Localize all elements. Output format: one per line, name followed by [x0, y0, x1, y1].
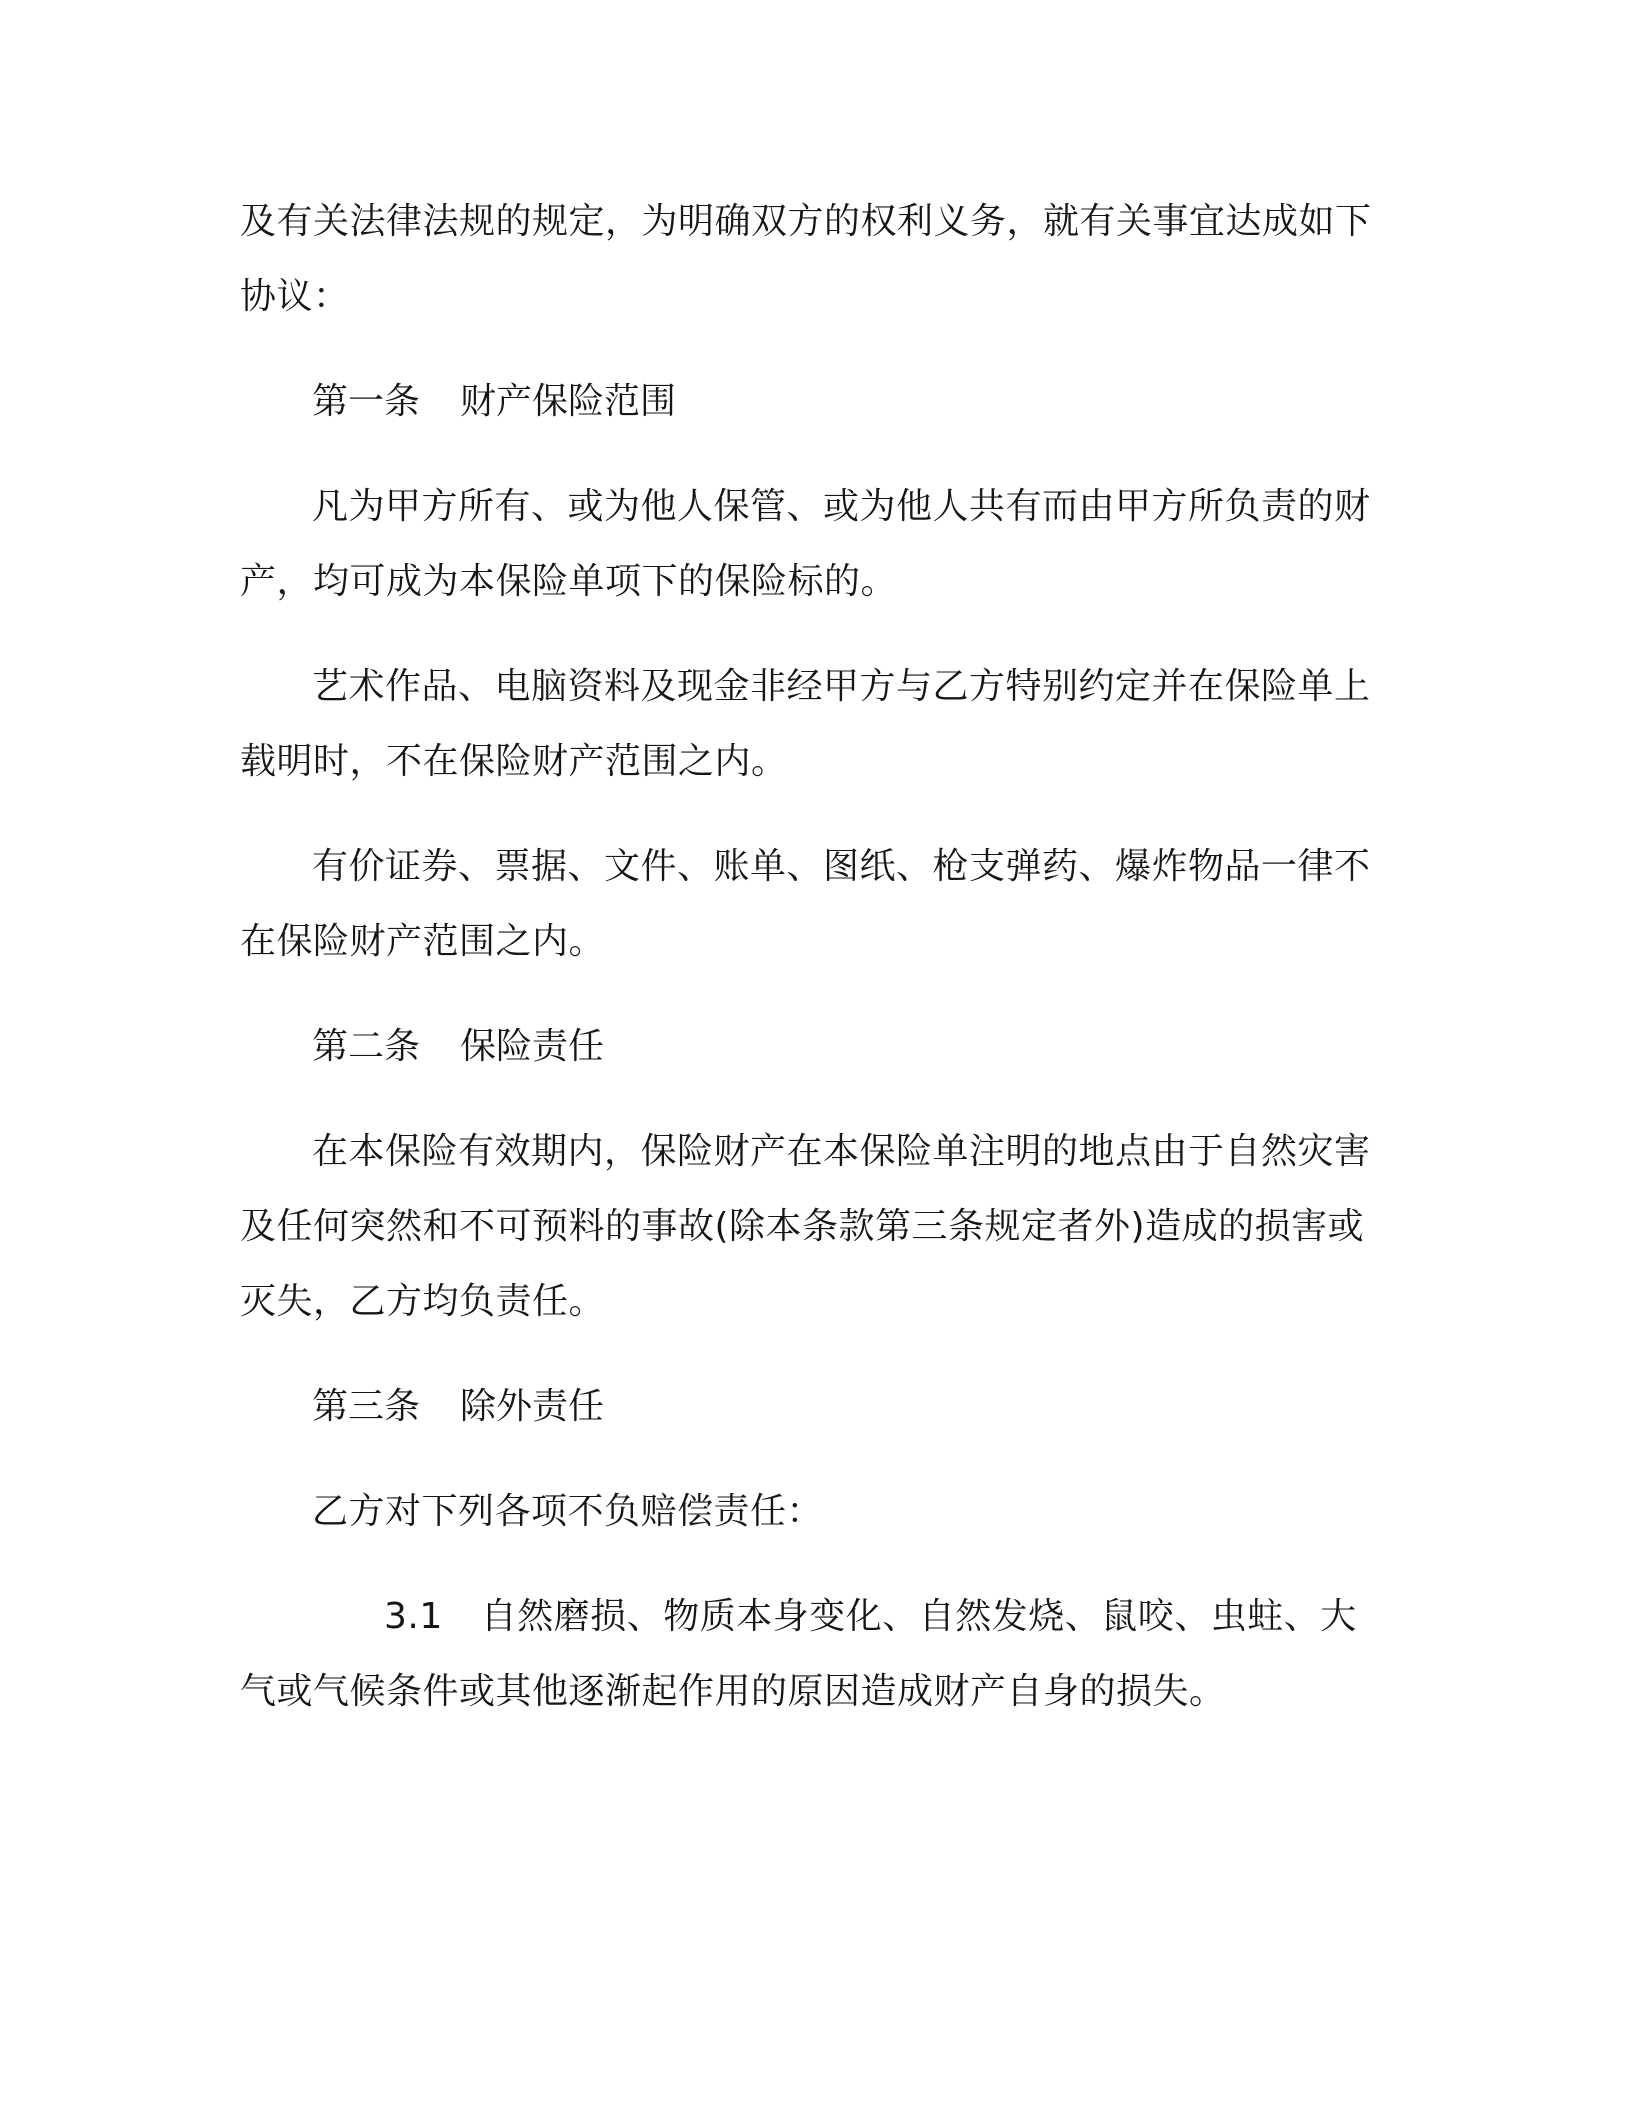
article-1-paragraph-1: 凡为甲方所有、或为他人保管、或为他人共有而由甲方所负责的财产，均可成为本保险单项下的保险标的。	[240, 486, 1371, 602]
article-3-item-1-number: 3.1	[384, 1596, 443, 1637]
article-2-heading	[240, 1009, 1390, 1084]
intro-paragraph: 及有关法律法规的规定，为明确双方的权利义务，就有关事宜达成如下协议：	[240, 201, 1372, 317]
article-1-title: 财产保险范围	[460, 381, 677, 422]
article-1-heading	[240, 364, 1390, 439]
article-3-item-1-text: 自然磨损、物质本身变化、自然发烧、鼠咬、虫蛀、大气或气候条件或其他逐渐起作用的原因造成财产自身的损失。	[240, 1596, 1357, 1712]
article-1-paragraph-2: 艺术作品、电脑资料及现金非经甲方与乙方特别约定并在保险单上载明时，不在保险财产范围之内。	[240, 666, 1371, 782]
document-body	[240, 184, 1390, 1759]
article-2-paragraph-1: 在本保险有效期内，保险财产在本保险单注明的地点由于自然灾害及任何突然和不可预料的事故(除本条款第三条规定者外)造成的损害或灭失，乙方均负责任。	[240, 1131, 1371, 1322]
article-3-paragraph-1: 乙方对下列各项不负赔偿责任：	[312, 1491, 824, 1532]
article-2-number: 第二条	[312, 1026, 421, 1067]
article-1-paragraph-3: 有价证券、票据、文件、账单、图纸、枪支弹药、爆炸物品一律不在保险财产范围之内。	[240, 846, 1371, 962]
article-3-item-1	[240, 1579, 1390, 1729]
article-2-title: 保险责任	[460, 1026, 605, 1067]
article-3-number: 第三条	[312, 1386, 421, 1427]
article-3-title: 除外责任	[460, 1386, 605, 1427]
article-1-number: 第一条	[312, 381, 421, 422]
article-3-heading	[240, 1369, 1390, 1444]
